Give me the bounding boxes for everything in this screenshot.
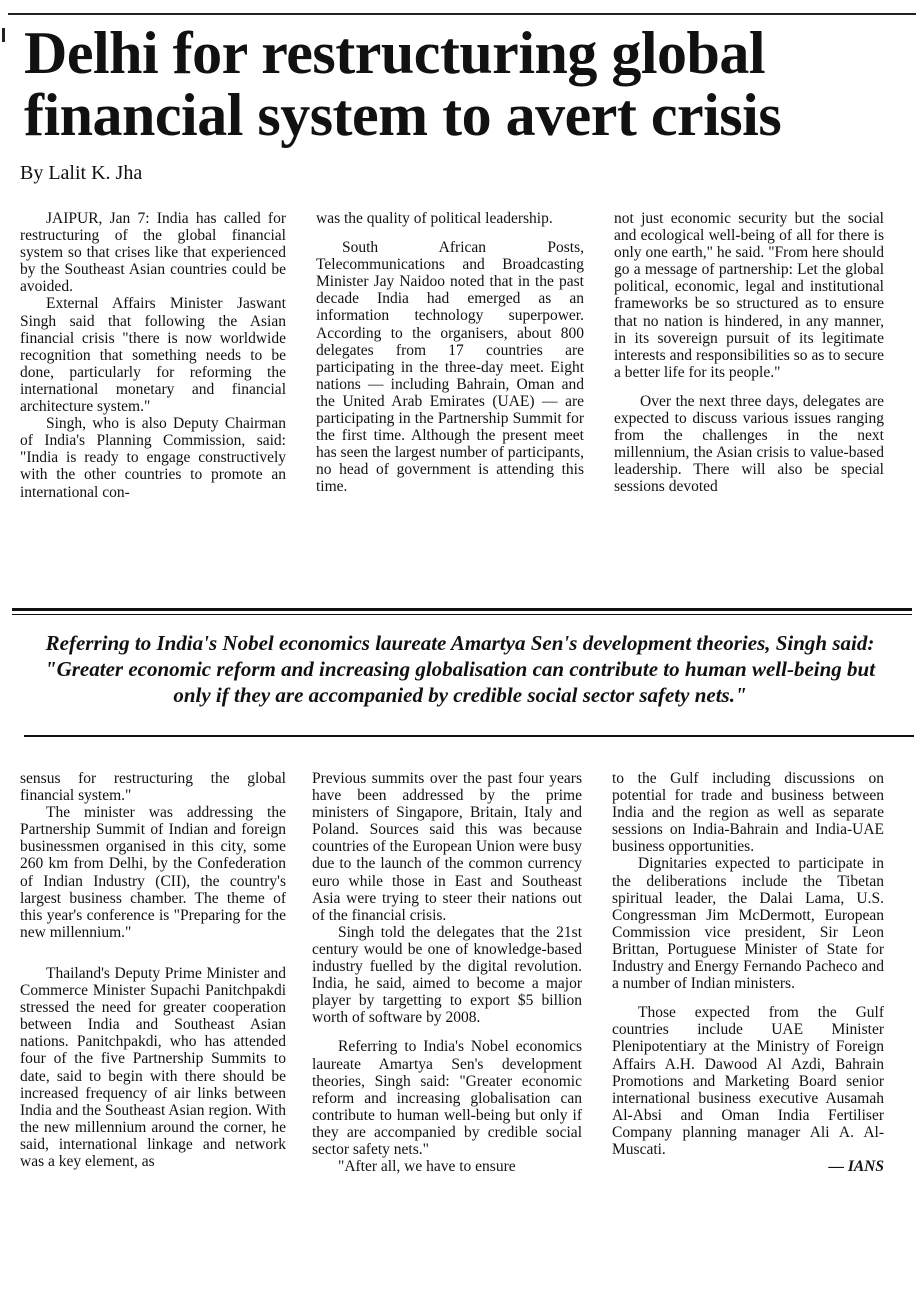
paragraph: "After all, we have to ensure <box>338 1158 516 1176</box>
paragraph: Singh, who is also Deputy Chairman of India's Planning Commission, said: "India is ready to engage constructively with the other countries to promote an international con- <box>20 415 286 501</box>
paragraph: Dignitaries expected to participate in the deliberations include the Tibetan spiritual leader, the Dalai Lama, U.S. Congressman Jim McDermott, European Commission vice president, Sir Leon Brittan, Portuguese Minister of State for Industry and Energy Fernando Pacheco and a number of Indian ministers. <box>612 855 884 993</box>
pull-quote: Referring to India's Nobel economics laureate Amartya Sen's development theories, Singh said: "Greater economic reform and increasing globalisation can contribute to human well-being but only if they are accompanied by credible social sector safety nets." <box>44 631 876 707</box>
pull-quote-rule-top-thin <box>12 614 912 615</box>
top-column-1 <box>20 210 286 590</box>
headline: Delhi for restructuring global financial system to avert crisis <box>24 20 782 148</box>
paragraph: Over the next three days, delegates are expected to discuss various issues ranging from the challenges in the next millennium, the Asian crisis to value-based leadership. There will also be special sessions devoted <box>614 392 884 496</box>
paragraph: Thailand's Deputy Prime Minister and Commerce Minister Supachi Panitchpakdi stressed the need for greater cooperation between India and Southeast Asian nations. Panitchpakdi, who has attended four of the five Partnership Summits to date, said to begin with there should be increased frequency of air links between India and the Southeast Asian region. With the new millennium around the corner, he said, international linkage and network was a key element, as <box>20 964 286 1170</box>
margin-mark <box>2 28 5 42</box>
paragraph: External Affairs Minister Jaswant Singh said that following the Asian financial crisis "there is now worldwide recognition that something needs to be done, particularly for reforming the international monetary and financial architecture system." <box>20 295 286 416</box>
top-column-2 <box>316 210 584 590</box>
paragraph: Singh told the delegates that the 21st century would be one of knowledge-based industry fuelled by the digital revolution. India, he said, aimed to become a major player by targetting to export $5 billion worth of software by 2008. <box>312 923 582 1027</box>
paragraph: JAIPUR, Jan 7: India has called for restructuring of the global financial system so that crises like that experienced by the Southeast Asian countries could be avoided. <box>20 210 286 296</box>
paragraph: to the Gulf including discussions on potential for trade and business between India and the region as well as separate sessions on India-Bahrain and India-UAE business opportunities. <box>612 770 884 856</box>
bottom-column-1 <box>20 770 286 1290</box>
top-rule <box>8 13 916 15</box>
bottom-column-3 <box>612 770 884 1290</box>
paragraph: not just economic security but the social and ecological well-being of all for there is only one earth," he said. "From here should go a message of partnership: Let the global political, economic, legal and institutional frameworks be so structured as to ensure that no nation is hindered, in any manner, in its sovereign pursuit of its legitimate interests and responsibilities so as to secure a better life for its people." <box>614 210 884 381</box>
dateline: JAIPUR, Jan 7: <box>46 210 150 227</box>
paragraph: was the quality of political leadership. <box>316 210 553 227</box>
paragraph: South African Posts, Telecommunications and Broadcasting Minister Jay Naidoo noted that in the past decade India had emerged as an information technology superpower. According to the organisers, about 800 delegates from 17 countries are participating in the three-day meet. Eight nations — including Bahrain, Oman and the United Arab Emirates (UAE) — are participating in the Partnership Summit for the first time. Although the present meet has seen the largest number of participants, no head of government is attending this time. <box>316 239 584 496</box>
paragraph: sensus for restructuring the global financial system." <box>20 770 286 805</box>
signoff: — IANS <box>828 1158 884 1176</box>
top-column-3 <box>614 210 884 590</box>
paragraph: Referring to India's Nobel economics laureate Amartya Sen's development theories, Singh said: "Greater economic reform and increasing globalisation can contribute to human well-being but only if they are accompanied by credible social sector safety nets." <box>312 1038 582 1158</box>
paragraph: The minister was addressing the Partnership Summit of Indian and foreign businessmen organised in this city, some 260 km from Delhi, by the Confederation of Indian Industry (CII), the country's largest business chamber. The theme of this year's conference is "Preparing for the new millennium." <box>20 804 286 941</box>
paragraph: Those expected from the Gulf countries include UAE Minister Plenipotentiary at the Ministry of Foreign Affairs A.H. Dawood Al Azdi, Bahrain Promotions and Marketing Board senior international business executive Ausamah Al-Absi and Oman India Fertiliser Company planning manager Ali A. Al-Muscati. <box>612 1004 884 1158</box>
pull-quote-rule-top <box>12 608 912 611</box>
byline: By Lalit K. Jha <box>20 162 143 184</box>
paragraph: Previous summits over the past four years have been addressed by the prime ministers of Singapore, Britain, Italy and Poland. Sources said this was because countries of the European Union were busy due to the launch of the common currency euro while those in East and Southeast Asia were trying to steer their nations out of the financial crisis. <box>312 770 582 924</box>
pull-quote-rule-bottom <box>24 735 914 737</box>
bottom-column-2 <box>312 770 582 1290</box>
